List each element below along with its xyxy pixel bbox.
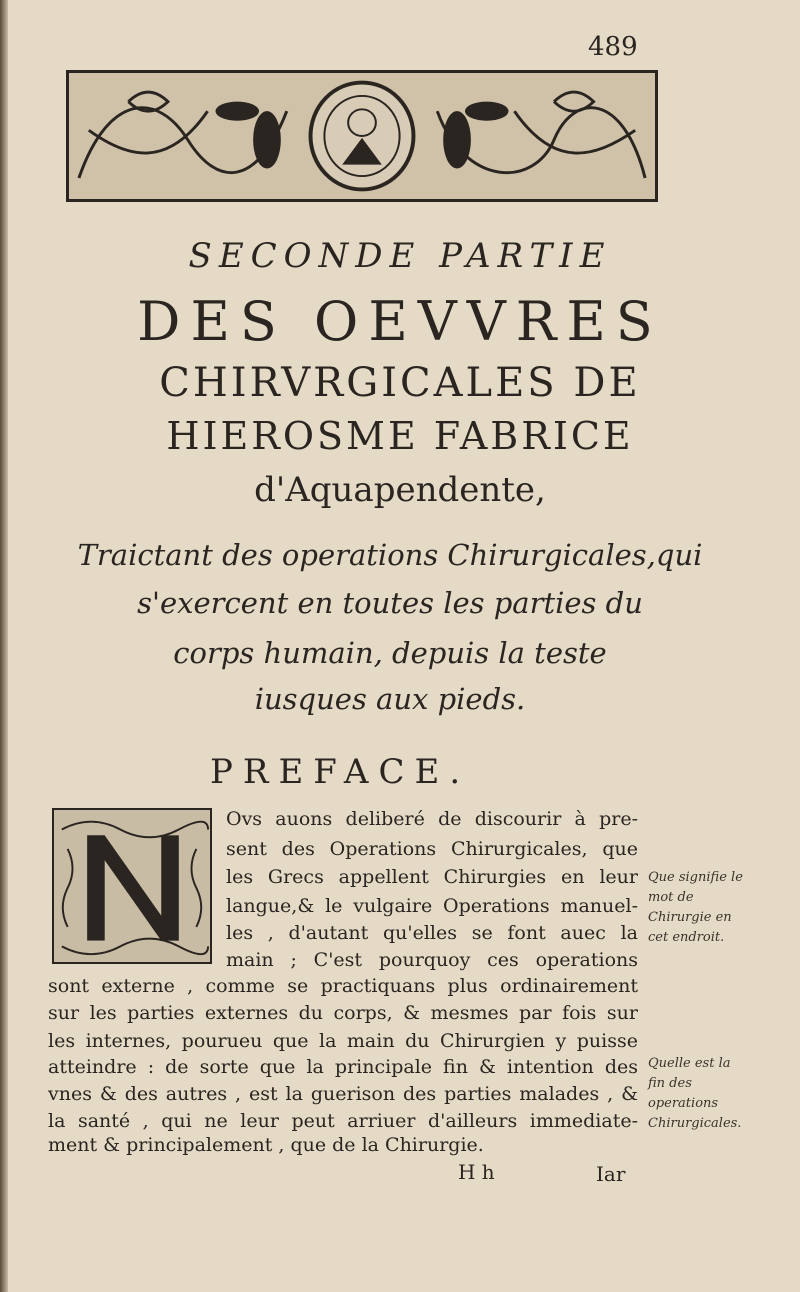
body-line-10: atteindre : de sorte que la principale fin & intention des [48,1056,638,1078]
margin-note-2: Quelle est la fin des operations Chirurgicales. [648,1056,742,1131]
preface-heading: PREFACE. [210,752,471,792]
body-line-3: les Grecs appellent Chirurgies en leur [226,866,638,888]
page-spine-shadow [0,0,8,1292]
body-line-7: sont externe , comme se practiquans plus ordinairement [48,975,638,997]
drop-cap-ornament-icon [54,810,210,962]
body-line-1: Ovs auons deliberé de discourir à pre- [226,808,638,830]
body-line-13: ment & principalement , que de la Chirurgie. [48,1134,484,1156]
body-line-4: langue,& le vulgaire Operations manuel- [226,895,638,917]
body-line-9: les internes, pourueu que la main du Chirurgien y puisse [48,1030,638,1052]
drop-cap-n [52,808,212,964]
title-line-3: CHIRVRGICALES DE [159,360,641,406]
subtitle-line-1: Traictant des operations Chirurgicales,qui [77,538,703,572]
margin-note-1: Que signifie le mot de Chirurgie en cet endroit. [648,870,743,945]
subtitle-line-2: s'exercent en toutes les parties du [137,586,643,620]
headpiece-ornament-icon [69,73,655,199]
body-line-2: sent des Operations Chirurgicales, que [226,838,638,860]
body-line-8: sur les parties externes du corps, & mesmes par fois sur [48,1002,638,1024]
subtitle-line-4: iusques aux pieds. [254,682,526,716]
title-line-2: DES OEVVRES [137,290,663,353]
body-line-12: la santé , qui ne leur peut arriuer d'ailleurs immediate- [48,1110,638,1132]
ornamental-headpiece [66,70,658,202]
body-line-5: les , d'autant qu'elles se font auec la [226,922,638,944]
signature-mark: H h [458,1160,495,1184]
body-line-11: vnes & des autres , est la guerison des parties malades , & [48,1083,638,1105]
title-line-4: HIEROSME FABRICE [166,414,634,458]
page-number: 489 [588,32,638,62]
body-line-6: main ; C'est pourquoy ces operations [226,949,638,971]
subtitle-line-3: corps humain, depuis la teste [173,636,607,670]
title-line-1: SECONDE PARTIE [188,236,612,276]
title-line-5: d'Aquapendente, [254,470,546,510]
catchword: Iar [596,1162,626,1186]
